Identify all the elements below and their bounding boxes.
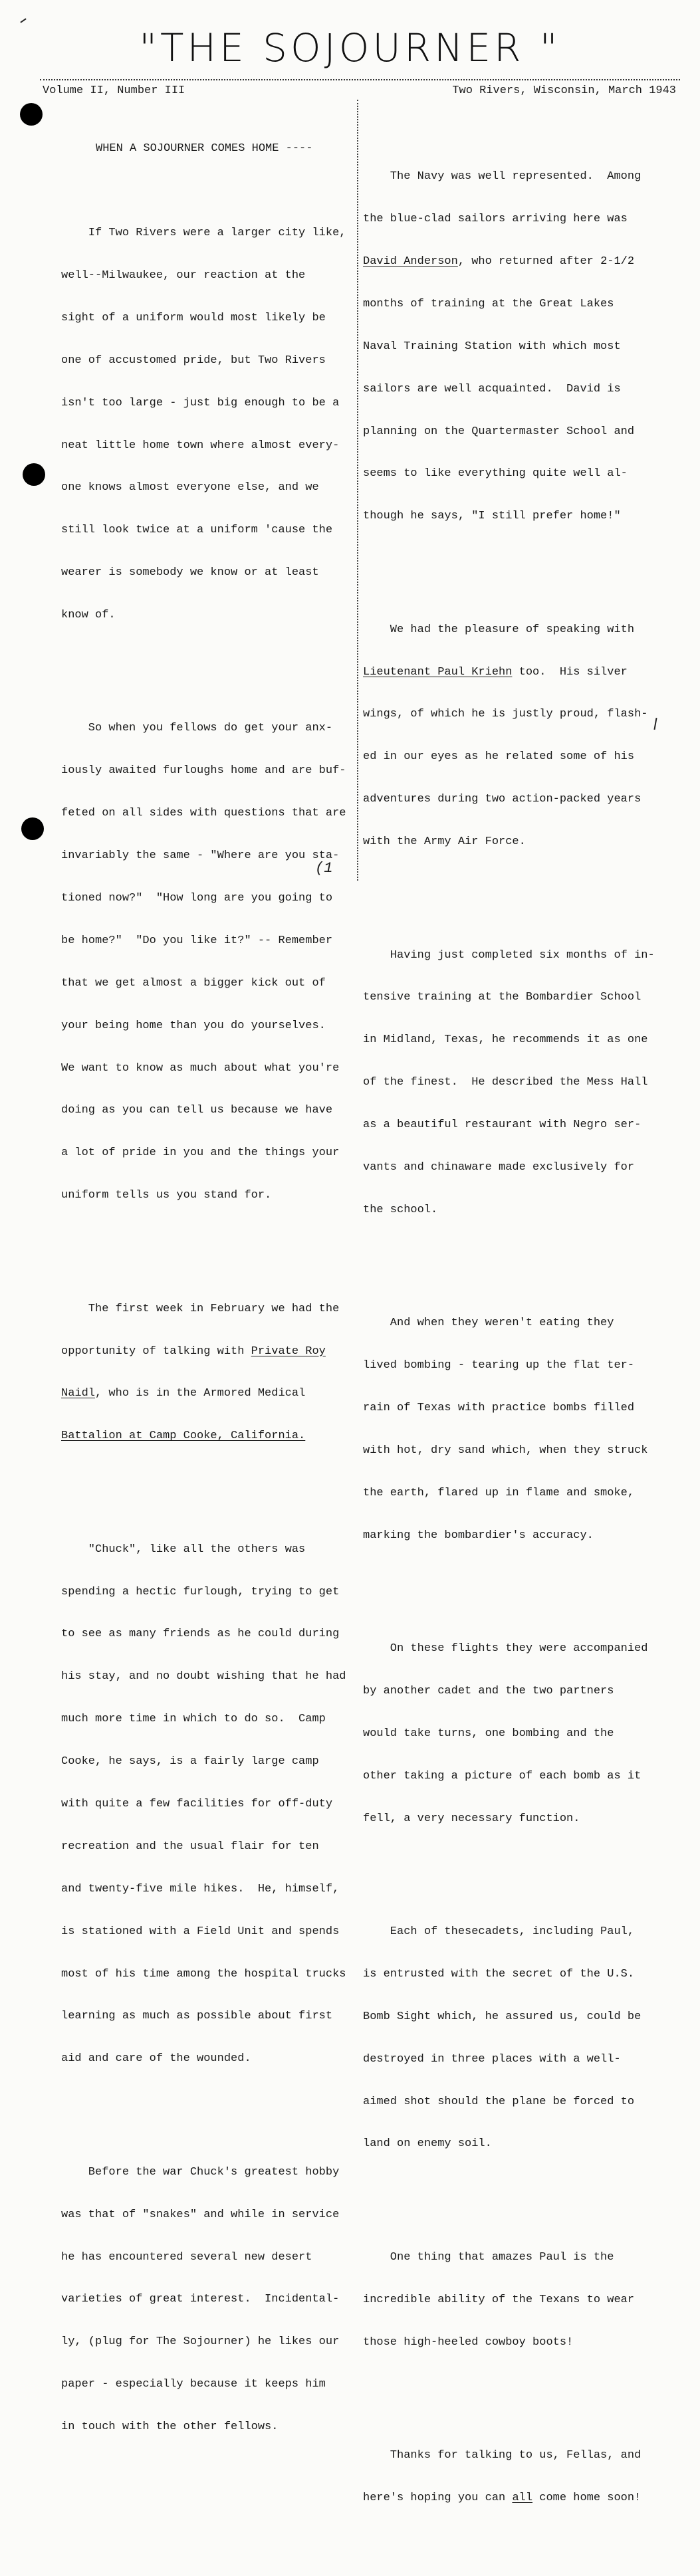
text-line: adventures during two action-packed years <box>363 793 642 806</box>
person-name: Naidl <box>61 1387 96 1400</box>
text-line: well--Milwaukee, our reaction at the <box>61 268 306 282</box>
paragraph <box>363 594 655 877</box>
text-line: know of. <box>61 609 116 622</box>
masthead-rule <box>40 79 680 80</box>
text-line: with hot, dry sand which, when they struck <box>363 1444 648 1457</box>
text-line: was that of "snakes" and while in service <box>61 2208 340 2221</box>
ink-mark <box>20 18 26 23</box>
text-segment: come home soon! <box>532 2491 642 2504</box>
text-line: Before the war Chuck's greatest hobby <box>61 2165 340 2179</box>
text-line: wings, of which he is justly proud, flash- <box>363 708 648 721</box>
text-line: is stationed with a Field Unit and spends <box>61 1925 340 1938</box>
text-line: "Chuck", like all the others was <box>61 1543 306 1556</box>
paragraph <box>61 1514 357 2094</box>
text-line: one knows almost everyone else, and we <box>61 481 319 494</box>
text-line: We had the pleasure of speaking with <box>363 623 635 636</box>
text-line: still look twice at a uniform 'cause the <box>61 524 333 537</box>
text-line <box>61 1429 357 1443</box>
text-line: months of training at the Great Lakes <box>363 297 614 310</box>
paragraph <box>61 693 357 1231</box>
text-line: spending a hectic furlough, trying to get <box>61 1585 340 1598</box>
text-line: by another cadet and the two partners <box>363 1684 614 1697</box>
paragraph <box>363 2420 655 2533</box>
text-line: that we get almost a bigger kick out of <box>61 976 326 990</box>
masthead-title: "THE SOJOURNER " <box>139 25 561 70</box>
text-line: aid and care of the wounded. <box>61 2052 251 2066</box>
text-line: Naval Training Station with which most <box>363 340 621 353</box>
text-line: is entrusted with the secret of the U.S. <box>363 1967 635 1981</box>
text-line: sight of a uniform would most likely be <box>61 311 326 324</box>
paragraph <box>61 1273 357 1471</box>
text-segment: here's hoping you can <box>363 2491 513 2504</box>
person-name: Private Roy <box>251 1344 326 1358</box>
text-line: recreation and the usual flair for ten <box>61 1840 319 1853</box>
text-line: The first week in February we had the <box>61 1302 340 1315</box>
text-line: be home?" "Do you like it?" -- Remember <box>61 934 333 947</box>
text-line: your being home than you do yourselves. <box>61 1019 326 1032</box>
text-line: though he says, "I still prefer home!" <box>363 510 621 523</box>
text-line: So when you fellows do get your anx- <box>61 722 333 735</box>
paragraph <box>61 197 357 651</box>
text-line: lived bombing - tearing up the flat ter- <box>363 1359 635 1372</box>
text-line: uniform tells us you stand for. <box>61 1189 272 1202</box>
text-line: invariably the same - "Where are you sta- <box>61 849 340 863</box>
text-line: tioned now?" "How long are you going to <box>61 892 333 905</box>
text-line: most of his time among the hospital trucks <box>61 1967 346 1981</box>
text-line: varieties of great interest. Incidental- <box>61 2293 340 2306</box>
text-line: with quite a few facilities for off-duty <box>61 1798 333 1811</box>
text-line: land on enemy soil. <box>363 2137 492 2151</box>
text-segment: , who is in the Armored Medical <box>95 1387 306 1400</box>
text-line: the school. <box>363 1203 438 1216</box>
paragraph <box>61 2137 357 2462</box>
text-line: his stay, and no doubt wishing that he had <box>61 1670 346 1683</box>
punch-hole-middle <box>23 463 45 486</box>
text-line: Thanks for talking to us, Fellas, and <box>363 2448 642 2462</box>
punch-hole-top <box>20 103 43 126</box>
text-line: And when they weren't eating they <box>363 1317 614 1330</box>
article-heading: WHEN A SOJOURNER COMES HOME ---- <box>96 142 313 155</box>
person-name: David Anderson <box>363 255 458 268</box>
punch-hole-bottom <box>21 817 44 840</box>
text-line: ly, (plug for The Sojourner) he likes our <box>61 2335 340 2349</box>
text-line: much more time in which to do so. Camp <box>61 1713 326 1726</box>
text-line: isn't too large - just big enough to be a <box>61 396 340 409</box>
text-line: paper - especially because it keeps him <box>61 2378 326 2391</box>
text-line: to see as many friends as he could during <box>61 1628 340 1641</box>
text-line: and twenty-five mile hikes. He, himself, <box>61 1882 340 1895</box>
left-column <box>61 113 357 2505</box>
text-line: planning on the Quartermaster School and <box>363 425 635 438</box>
text-line: destroyed in three places with a well- <box>363 2052 621 2066</box>
text-line: ed in our eyes as he related some of his <box>363 750 635 764</box>
text-line: rain of Texas with practice bombs filled <box>363 1402 635 1415</box>
text-line: other taking a picture of each bomb as it <box>363 1769 642 1782</box>
text-line: The Navy was well represented. Among <box>363 170 642 183</box>
text-line: feted on all sides with questions that are <box>61 807 346 820</box>
text-line: wearer is somebody we know or at least <box>61 566 319 580</box>
text-segment: too. His silver <box>512 665 628 679</box>
emphasis-word: all <box>512 2491 533 2504</box>
text-line: Having just completed six months of in- <box>363 948 655 962</box>
text-line: We want to know as much about what you're <box>61 1061 340 1075</box>
text-line: neat little home town where almost every- <box>61 439 340 452</box>
text-line: the earth, flared up in flame and smoke, <box>363 1486 635 1499</box>
volume-number: Volume II, Number III <box>43 84 185 97</box>
text-line: Each of thesecadets, including Paul, <box>363 1925 635 1938</box>
paragraph <box>363 1288 655 1571</box>
text-line: those high-heeled cowboy boots! <box>363 2335 574 2349</box>
text-line: sailors are well acquainted. David is <box>363 382 621 395</box>
column-divider <box>357 100 358 881</box>
text-line: would take turns, one bombing and the <box>363 1727 614 1740</box>
paragraph <box>363 1613 655 1854</box>
paragraph <box>363 2222 655 2377</box>
text-line: seems to like everything quite well al- <box>363 467 628 481</box>
text-line: fell, a very necessary function. <box>363 1812 580 1825</box>
text-line: in touch with the other fellows. <box>61 2420 279 2434</box>
text-line: doing as you can tell us because we have <box>61 1104 333 1117</box>
text-line: he has encountered several new desert <box>61 2250 312 2264</box>
text-line <box>61 1386 357 1400</box>
place-date: Two Rivers, Wisconsin, March 1943 <box>452 84 676 97</box>
paragraph <box>363 142 655 552</box>
text-line <box>363 255 655 268</box>
paragraph <box>363 920 655 1245</box>
text-line: Cooke, he says, is a fairly large camp <box>61 1755 319 1769</box>
text-line: vants and chinaware made exclusively for <box>363 1160 635 1174</box>
page-number: (1 <box>315 860 333 877</box>
text-line: marking the bombardier's accuracy. <box>363 1529 594 1542</box>
unit-name: Battalion at Camp Cooke, California. <box>61 1430 306 1443</box>
text-segment: opportunity of talking with <box>61 1344 251 1358</box>
text-line: One thing that amazes Paul is the <box>363 2250 614 2264</box>
text-line: a lot of pride in you and the things your <box>61 1146 340 1160</box>
text-line: If Two Rivers were a larger city like, <box>61 227 346 240</box>
text-line: the blue-clad sailors arriving here was <box>363 213 628 226</box>
text-segment: , who returned after 2-1/2 <box>457 255 635 268</box>
text-line: in Midland, Texas, he recommends it as one <box>363 1033 648 1047</box>
text-line: as a beautiful restaurant with Negro ser- <box>363 1119 642 1132</box>
person-name: Lieutenant Paul Kriehn <box>363 665 513 679</box>
text-line: iously awaited furloughs home and are buf- <box>61 764 346 778</box>
text-line: tensive training at the Bombardier School <box>363 991 642 1004</box>
text-line: incredible ability of the Texans to wear <box>363 2293 635 2306</box>
paragraph <box>363 1896 655 2179</box>
text-line: learning as much as possible about first <box>61 2010 333 2023</box>
text-line: On these flights they were accompanied <box>363 1642 648 1656</box>
text-line <box>61 1344 357 1358</box>
text-line: aimed shot should the plane be forced to <box>363 2095 635 2108</box>
text-line: with the Army Air Force. <box>363 835 526 849</box>
text-line <box>363 665 655 679</box>
text-line <box>363 2491 655 2505</box>
right-column <box>363 113 655 2576</box>
text-line: Bomb Sight which, he assured us, could be <box>363 2010 642 2023</box>
text-line: of the finest. He described the Mess Hall <box>363 1076 648 1089</box>
text-line: one of accustomed pride, but Two Rivers <box>61 354 326 367</box>
